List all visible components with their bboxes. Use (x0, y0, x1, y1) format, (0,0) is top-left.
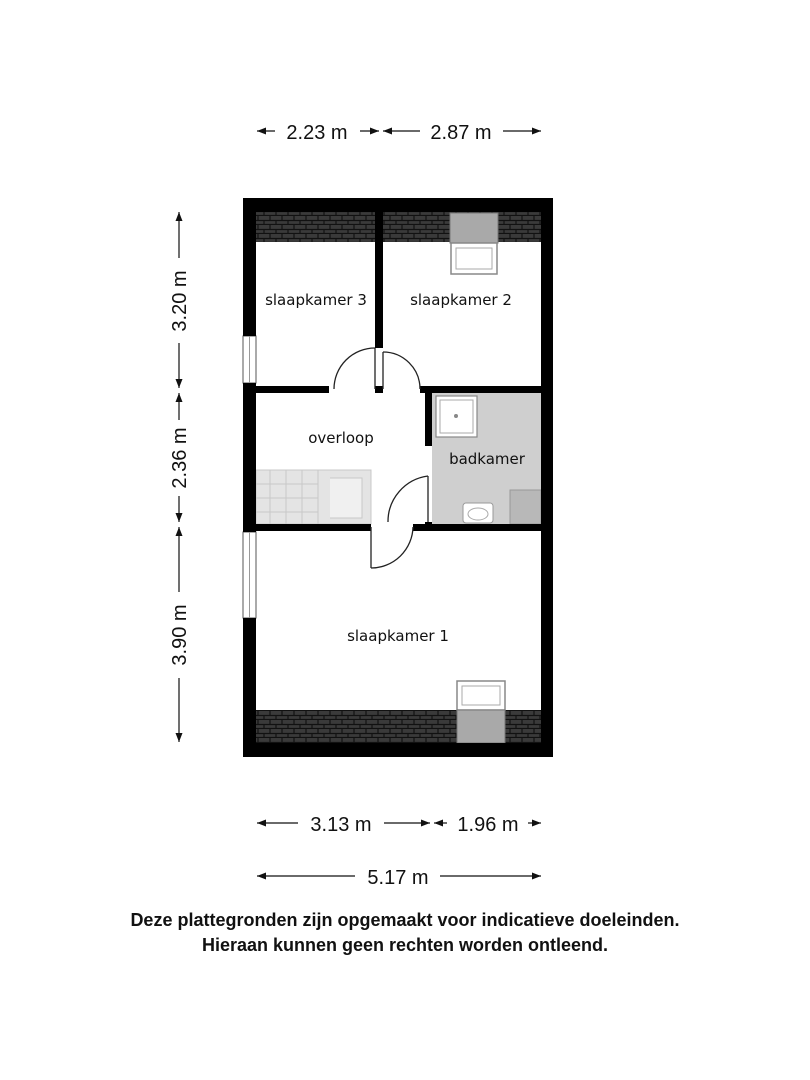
door-slaapkamer-3[interactable] (334, 348, 375, 389)
room-label-slaapkamer-2: slaapkamer 2 (410, 291, 512, 309)
dim-left-bottom: 3.90 m (169, 604, 191, 666)
dim-top-right: 2.87 m (430, 122, 492, 144)
dim-bottom-left: 3.13 m (310, 814, 372, 836)
room-label-slaapkamer-3: slaapkamer 3 (265, 291, 367, 309)
staircase (256, 470, 371, 524)
dim-left-middle: 2.36 m (169, 427, 191, 489)
washbasin (463, 503, 493, 523)
shower (436, 396, 477, 437)
door-badkamer[interactable] (388, 476, 428, 522)
dim-top-left: 2.23 m (286, 122, 348, 144)
dim-bottom-right: 1.96 m (457, 814, 519, 836)
door-slaapkamer-2[interactable] (383, 352, 420, 389)
room-label-slaapkamer-1: slaapkamer 1 (347, 627, 449, 645)
room-label-overloop: overloop (308, 429, 374, 447)
window-left-top (243, 336, 256, 383)
dim-bottom-total: 5.17 m (367, 867, 429, 889)
skylight-bottom (457, 681, 505, 743)
roof-tiles-top (256, 212, 542, 242)
dim-left-top: 3.20 m (169, 270, 191, 332)
disclaimer-line-2: Hieraan kunnen geen rechten worden ontleend. (201, 935, 609, 955)
door-slaapkamer-1[interactable] (371, 527, 413, 568)
room-label-badkamer: badkamer (449, 450, 525, 468)
disclaimer-line-1: Deze plattegronden zijn opgemaakt voor indicatieve doeleinden. (130, 910, 680, 930)
skylight-top (450, 213, 498, 274)
bathroom-cabinet (510, 490, 541, 524)
window-left-bottom (243, 532, 256, 618)
